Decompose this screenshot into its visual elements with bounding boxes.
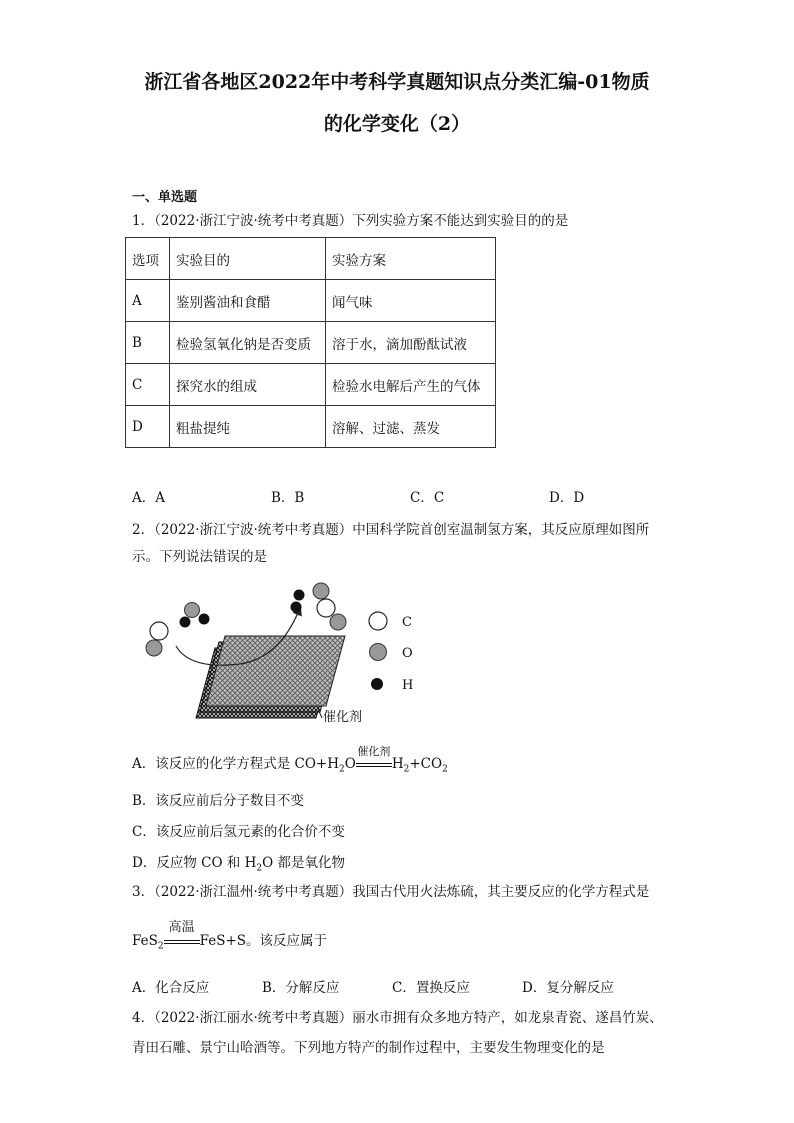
table-row — [126, 406, 496, 448]
legend-label: C — [402, 615, 412, 630]
table-cell: 溶于水，滴加酚酞试液 — [326, 322, 496, 364]
legend-oxygen-icon — [370, 644, 387, 661]
option-c[interactable]: C．该反应前后氢元素的化合价不变 — [132, 824, 345, 840]
doc-title-line1: 浙江省各地区2022年中考科学真题知识点分类汇编-01物质 — [144, 71, 650, 93]
section-heading: 一、单选题 — [132, 190, 198, 205]
reaction-diagram — [140, 578, 440, 728]
option-a[interactable]: A．该反应的化学方程式是 $CO+H_2O$ 催化剂 $H_2+CO_2$ — [132, 745, 448, 775]
table-cell: 检验水电解后产生的气体 — [326, 364, 496, 406]
legend — [369, 612, 413, 693]
table-cell: 溶解、过滤、蒸发 — [326, 406, 496, 448]
table-cell: D — [126, 406, 170, 448]
table-row — [126, 364, 496, 406]
table-header: 选项 — [126, 238, 170, 280]
option-c[interactable]: C．C — [410, 490, 445, 506]
molecule-h2o — [180, 603, 210, 628]
q4-stem-line2: 青田石雕、景宁山哈酒等。下列地方特产的制作过程中，主要发生物理变化的是 — [132, 1040, 605, 1056]
q3-stem: 3．（2022·浙江温州·统考中考真题）我国古代用火法炼硫，其主要反应的化学方程式是 — [132, 884, 650, 900]
table-header-row — [126, 238, 496, 280]
q1-options — [132, 486, 688, 506]
catalyst-plate — [196, 636, 345, 718]
catalyst-label: 催化剂 — [323, 710, 363, 725]
table-cell: B — [126, 322, 170, 364]
q4-stem-line1: 4．（2022·浙江丽水·统考中考真题）丽水市拥有众多地方特产，如龙泉青瓷、遂昌竹炭、 — [132, 1010, 663, 1026]
table-cell: 粗盐提纯 — [170, 406, 326, 448]
table-header: 实验目的 — [170, 238, 326, 280]
molecule-co — [146, 622, 168, 656]
option-c[interactable]: C．置换反应 — [392, 980, 470, 996]
table-cell: 探究水的组成 — [170, 364, 326, 406]
legend-hydrogen-icon — [371, 678, 383, 690]
legend-label: O — [402, 646, 413, 661]
option-b[interactable]: B．分解反应 — [262, 980, 340, 996]
molecule-h2 — [291, 590, 305, 613]
q1-stem: 1．（2022·浙江宁波·统考中考真题）下列实验方案不能达到实验目的的是 — [132, 213, 569, 229]
option-d[interactable]: D．D — [549, 490, 585, 506]
table-cell: 闻气味 — [326, 280, 496, 322]
table-header: 实验方案 — [326, 238, 496, 280]
legend-carbon-icon — [369, 612, 387, 630]
table-cell: A — [126, 280, 170, 322]
option-d[interactable]: D．反应物 CO 和 $H_2O$ 都是氧化物 — [132, 855, 345, 874]
q2-stem-line1: 2．（2022·浙江宁波·统考中考真题）中国科学院首创室温制氢方案，其反应原理如图所 — [132, 522, 650, 538]
q3-equation: FeS$_2$ 高温 FeS+S。该反应属于 — [132, 920, 328, 952]
option-b[interactable]: B．该反应前后分子数目不变 — [132, 793, 304, 809]
doc-title-line2: 的化学变化（2） — [323, 113, 471, 135]
legend-label: H — [402, 678, 414, 693]
option-a[interactable]: A．化合反应 — [132, 980, 210, 996]
table-row — [126, 280, 496, 322]
q2-stem-line2: 示。下列说法错误的是 — [132, 549, 267, 565]
table-row — [126, 322, 496, 364]
table-cell: 检验氢氧化钠是否变质 — [170, 322, 326, 364]
option-b[interactable]: B．B — [271, 490, 305, 506]
table-cell: C — [126, 364, 170, 406]
option-a[interactable]: A．A — [132, 490, 165, 506]
option-d[interactable]: D．复分解反应 — [522, 980, 614, 996]
q1-table — [125, 237, 496, 448]
molecule-co2 — [313, 583, 346, 630]
table-cell: 鉴别酱油和食醋 — [170, 280, 326, 322]
q3-options — [132, 976, 652, 996]
